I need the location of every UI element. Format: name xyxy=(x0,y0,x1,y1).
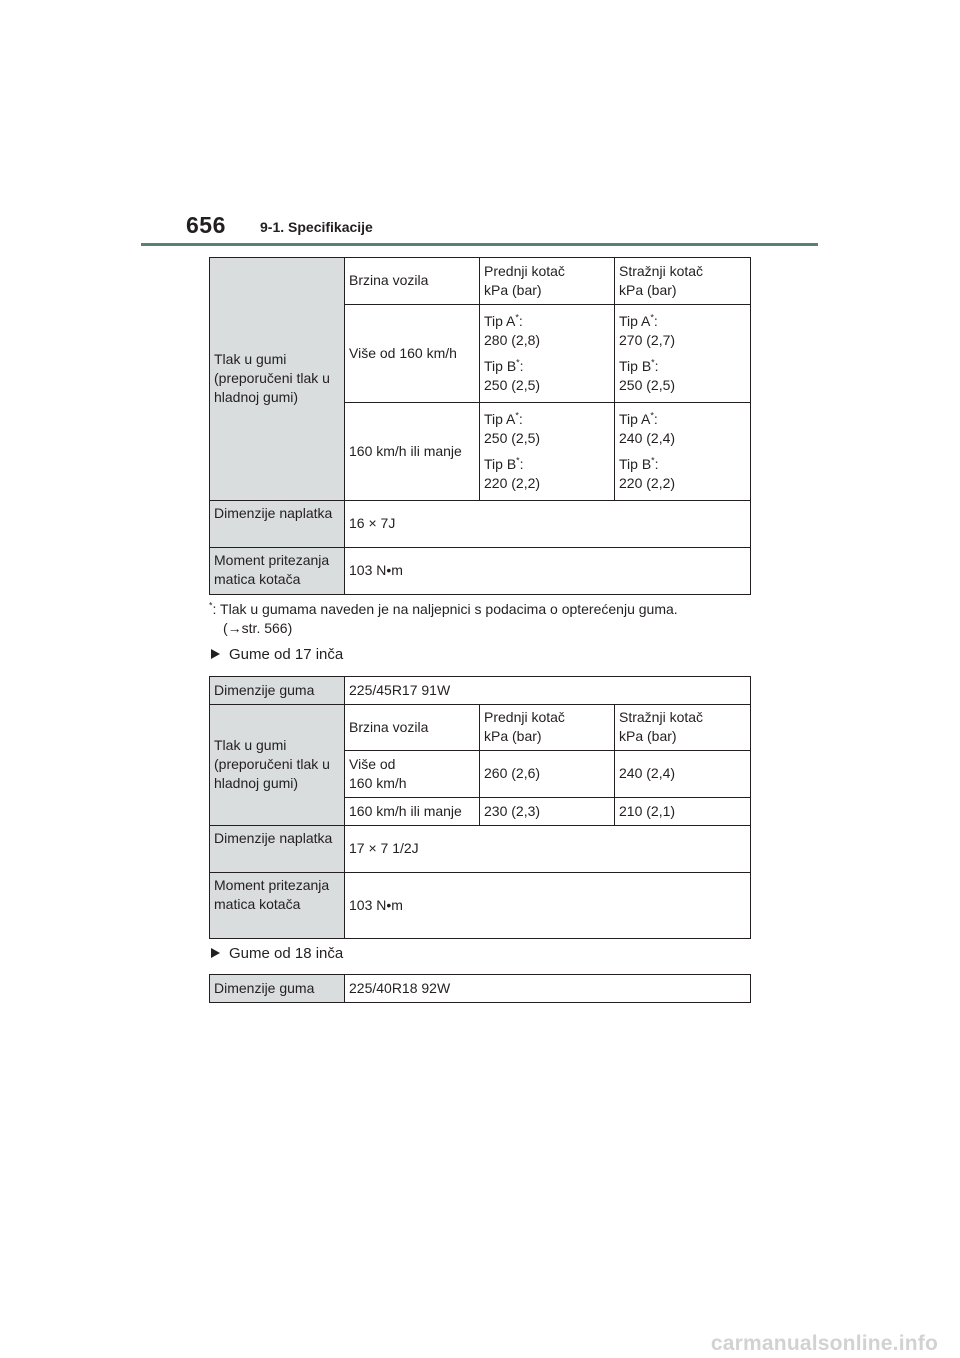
col-header-speed: Brzina vozila xyxy=(345,705,480,751)
front-pressure-cell: 260 (2,6) xyxy=(480,751,615,798)
rear-pressure-cell: Tip A*: 270 (2,7) Tip B*: 250 (2,5) xyxy=(615,305,751,403)
col-header-rear: Stražnji kotač kPa (bar) xyxy=(615,258,751,305)
rear-pressure-cell: 240 (2,4) xyxy=(615,751,751,798)
torque-value: 103 N•m xyxy=(345,548,751,595)
rim-label: Dimenzije naplatka xyxy=(210,826,345,873)
tire-size-value: 225/40R18 92W xyxy=(345,975,751,1003)
front-pressure-cell: Tip A*: 280 (2,8) Tip B*: 250 (2,5) xyxy=(480,305,615,403)
footnote xyxy=(209,600,769,638)
rear-pressure-cell: 210 (2,1) xyxy=(615,798,751,826)
torque-value: 103 N•m xyxy=(345,873,751,939)
rim-value: 17 × 7 1/2J xyxy=(345,826,751,873)
tire-pressure-label: Tlak u gumi (preporučeni tlak u hladnoj gumi) xyxy=(210,258,345,501)
page-number: 656 xyxy=(186,212,226,238)
rear-pressure-cell: Tip A*: 240 (2,4) Tip B*: 220 (2,2) xyxy=(615,403,751,501)
table-row xyxy=(210,258,751,305)
table-row xyxy=(210,873,751,939)
triangle-bullet-icon xyxy=(211,948,220,958)
torque-label: Moment pritezanja matica kotača xyxy=(210,873,345,939)
speed-cell: Više od 160 km/h xyxy=(345,305,480,403)
col-header-rear: Stražnji kotač kPa (bar) xyxy=(615,705,751,751)
table-row xyxy=(210,501,751,548)
col-header-speed: Brzina vozila xyxy=(345,258,480,305)
section-title: 9-1. Specifikacije xyxy=(260,219,373,235)
col-header-front: Prednji kotač kPa (bar) xyxy=(480,258,615,305)
table-row xyxy=(210,826,751,873)
front-pressure-cell: Tip A*: 250 (2,5) Tip B*: 220 (2,2) xyxy=(480,403,615,501)
footnote-reference: (→str. 566) xyxy=(223,620,293,636)
triangle-bullet-icon xyxy=(211,649,220,659)
heading-18-inch: Gume od 18 inča xyxy=(211,945,343,962)
header-rule xyxy=(141,243,818,246)
tire-spec-table-17 xyxy=(209,676,751,939)
speed-cell: Više od 160 km/h xyxy=(345,751,480,798)
tire-size-label: Dimenzije guma xyxy=(210,975,345,1003)
heading-17-inch: Gume od 17 inča xyxy=(211,646,343,663)
tire-spec-table-16 xyxy=(209,257,751,595)
front-pressure-cell: 230 (2,3) xyxy=(480,798,615,826)
watermark: carmanualsonline.info xyxy=(710,1332,938,1355)
table-row xyxy=(210,975,751,1003)
col-header-front: Prednji kotač kPa (bar) xyxy=(480,705,615,751)
footnote-text: : Tlak u gumama naveden je na naljepnici s podacima o opterećenju guma. xyxy=(212,601,678,617)
table-row xyxy=(210,548,751,595)
table-row xyxy=(210,705,751,751)
speed-cell: 160 km/h ili manje xyxy=(345,798,480,826)
tire-pressure-label: Tlak u gumi (preporučeni tlak u hladnoj gumi) xyxy=(210,705,345,826)
tire-size-label: Dimenzije guma xyxy=(210,677,345,705)
speed-cell: 160 km/h ili manje xyxy=(345,403,480,501)
tire-size-value: 225/45R17 91W xyxy=(345,677,751,705)
rim-value: 16 × 7J xyxy=(345,501,751,548)
tire-spec-table-18 xyxy=(209,974,751,1003)
rim-label: Dimenzije naplatka xyxy=(210,501,345,548)
table-row xyxy=(210,677,751,705)
torque-label: Moment pritezanja matica kotača xyxy=(210,548,345,595)
footnote-mark: * xyxy=(209,600,213,611)
